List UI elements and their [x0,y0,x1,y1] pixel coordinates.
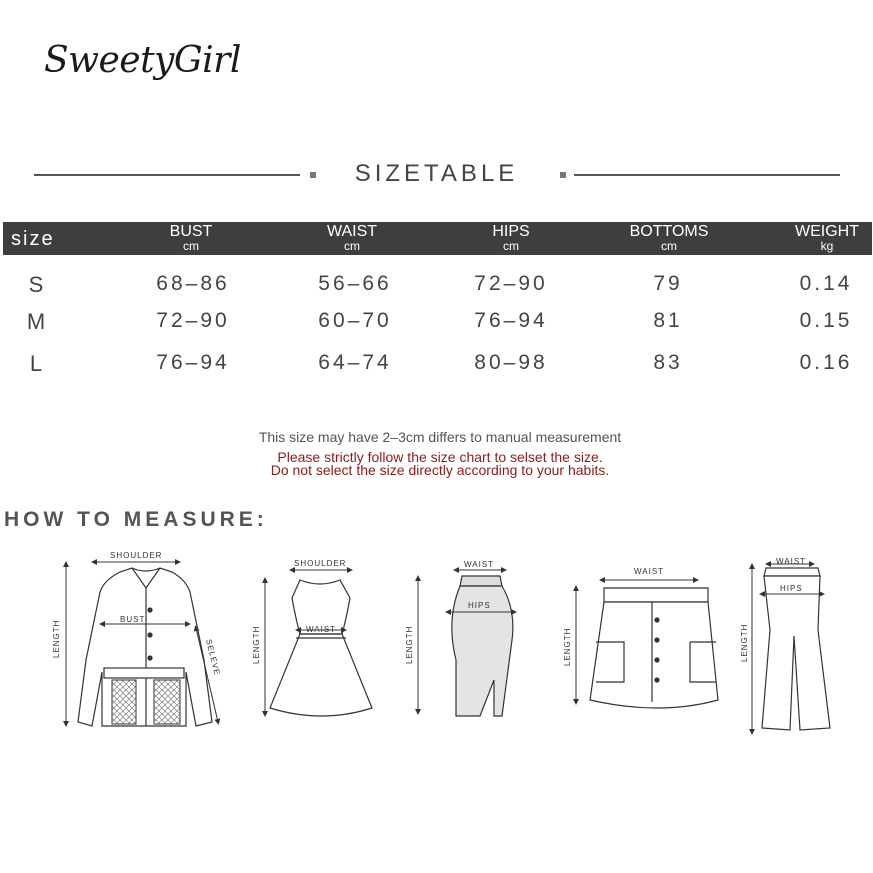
pencil-skirt-diagram [452,576,513,716]
cell-hips: 72–90 [474,272,548,295]
cell-size: S [28,272,44,297]
shoulder-label: SHOULDER [110,551,163,560]
header-hips: HIPS cm [492,223,530,253]
shoulder-label: SHOULDER [294,559,347,568]
size-table-header [3,222,872,255]
table-row [0,272,873,302]
waist-label: WAIST [634,567,665,576]
size-table-title-row [0,160,873,190]
waist-label: WAIST [776,557,807,566]
header-size: size [11,228,55,250]
hips-label: HIPS [468,601,491,610]
length-label: LENGTH [405,625,414,664]
cell-waist: 60–70 [318,309,392,332]
bust-label: BUST [120,615,146,624]
header-bust: BUST cm [169,223,213,253]
cell-waist: 56–66 [318,272,392,295]
title-divider-right [574,174,840,176]
cell-bust: 76–94 [156,351,230,374]
cell-waist: 64–74 [318,351,392,374]
measurement-diagrams [0,540,873,750]
cell-weight: 0.16 [799,351,853,374]
brand-logo: SweetyGirl [44,40,241,81]
header-bottoms: BOTTOMS cm [629,223,709,253]
cell-bust: 72–90 [156,309,230,332]
sleeve-label: SELEVE [204,638,222,677]
cell-hips: 80–98 [474,351,548,374]
waist-label: WAIST [464,560,495,569]
warning-note-2: Do not select the size directly according to your habits. [270,462,610,478]
length-label: LENGTH [563,627,572,666]
waist-label: WAIST [306,625,337,634]
table-row [0,309,873,339]
cell-bottoms: 81 [653,309,683,332]
header-waist: WAIST cm [326,223,378,253]
dress-diagram [270,580,372,716]
how-to-measure-heading: HOW TO MEASURE: [4,508,268,531]
cell-weight: 0.15 [799,309,853,332]
hips-label: HIPS [780,584,803,593]
length-label: LENGTH [52,619,61,658]
warning-note-1: Please strictly follow the size chart to selset the size. [277,449,603,465]
cell-size: L [29,351,43,376]
cell-weight: 0.14 [799,272,853,295]
cell-size: M [26,309,46,334]
cell-bottoms: 83 [653,351,683,374]
measurement-note: This size may have 2–3cm differs to manual measurement [258,429,622,445]
header-weight: WEIGHT kg [795,223,859,253]
cell-hips: 76–94 [474,309,548,332]
length-label: LENGTH [740,623,749,662]
cell-bust: 68–86 [156,272,230,295]
length-label: LENGTH [252,625,261,664]
page-title: SIZETABLE [354,160,519,187]
title-dot-right [560,172,566,178]
jacket-diagram [78,568,212,726]
table-row [0,351,873,381]
mini-skirt-diagram [590,588,718,708]
cell-bottoms: 79 [653,272,683,295]
